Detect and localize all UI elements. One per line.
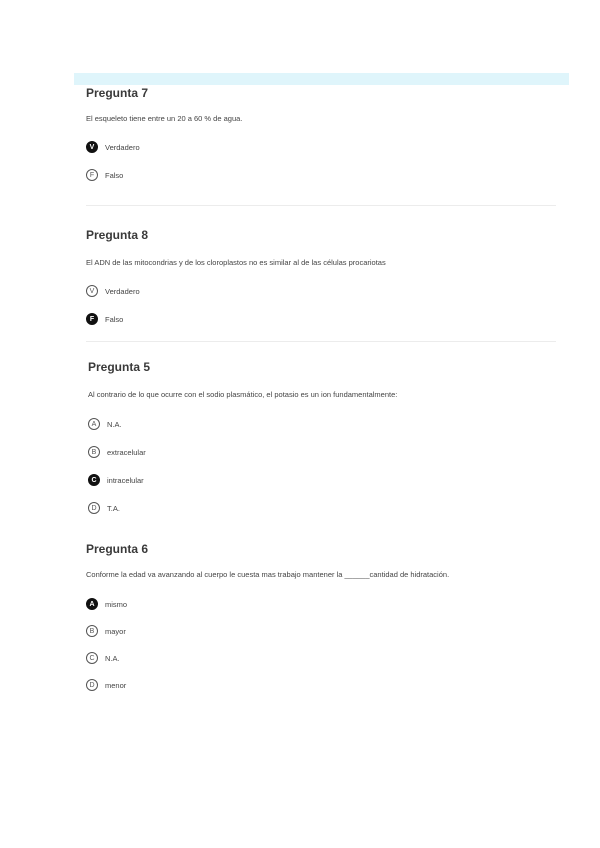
- option-letter-badge: V: [86, 285, 98, 297]
- question-text: El esqueleto tiene entre un 20 a 60 % de agua.: [86, 114, 243, 123]
- question-block: [88, 360, 558, 520]
- answer-option[interactable]: [88, 416, 122, 432]
- option-label: Falso: [105, 314, 124, 324]
- option-label: T.A.: [107, 503, 120, 513]
- answer-option[interactable]: [86, 139, 140, 155]
- option-label: mismo: [105, 599, 128, 609]
- answer-option[interactable]: [86, 167, 123, 183]
- answer-option[interactable]: [86, 677, 126, 693]
- option-letter-badge: A: [86, 598, 98, 610]
- option-label: menor: [105, 680, 127, 690]
- answer-option[interactable]: [86, 283, 140, 299]
- answer-option[interactable]: [88, 472, 144, 488]
- question-title: Pregunta 5: [88, 360, 151, 374]
- answer-option[interactable]: [88, 500, 120, 516]
- answer-option[interactable]: [86, 311, 123, 327]
- option-letter-badge: A: [88, 418, 100, 430]
- option-letter-badge: C: [86, 652, 98, 664]
- question-text: Al contrario de lo que ocurre con el sodio plasmático, el potasio es un ion fundamentalmente:: [88, 390, 398, 399]
- option-letter-badge: V: [86, 141, 98, 153]
- question-title: Pregunta 8: [86, 228, 149, 242]
- option-letter-badge: B: [88, 446, 100, 458]
- option-letter-badge: D: [88, 502, 100, 514]
- option-label: Falso: [105, 170, 124, 180]
- option-letter-badge: D: [86, 679, 98, 691]
- option-letter-badge: B: [86, 625, 98, 637]
- option-letter-badge: F: [86, 169, 98, 181]
- question-block: [86, 86, 556, 196]
- option-label: intracelular: [107, 475, 144, 485]
- option-label: extracelular: [107, 447, 146, 457]
- answer-option[interactable]: [88, 444, 146, 460]
- option-label: Verdadero: [105, 142, 140, 152]
- question-block: [86, 542, 556, 702]
- question-block: [86, 228, 556, 338]
- question-divider: [86, 205, 556, 206]
- option-label: N.A.: [107, 419, 122, 429]
- question-title: Pregunta 6: [86, 542, 149, 556]
- header-bar: [74, 73, 569, 85]
- question-text: El ADN de las mitocondrias y de los cloroplastos no es similar al de las células procariotas: [86, 258, 386, 267]
- question-title: Pregunta 7: [86, 86, 149, 100]
- option-letter-badge: C: [88, 474, 100, 486]
- option-letter-badge: F: [86, 313, 98, 325]
- question-text: Conforme la edad va avanzando al cuerpo le cuesta mas trabajo mantener la ______cantidad de hidratación.: [86, 570, 450, 579]
- option-label: Verdadero: [105, 286, 140, 296]
- option-label: mayor: [105, 626, 126, 636]
- answer-option[interactable]: [86, 650, 120, 666]
- answer-option[interactable]: [86, 596, 127, 612]
- question-divider: [86, 341, 556, 342]
- option-label: N.A.: [105, 653, 120, 663]
- answer-option[interactable]: [86, 623, 126, 639]
